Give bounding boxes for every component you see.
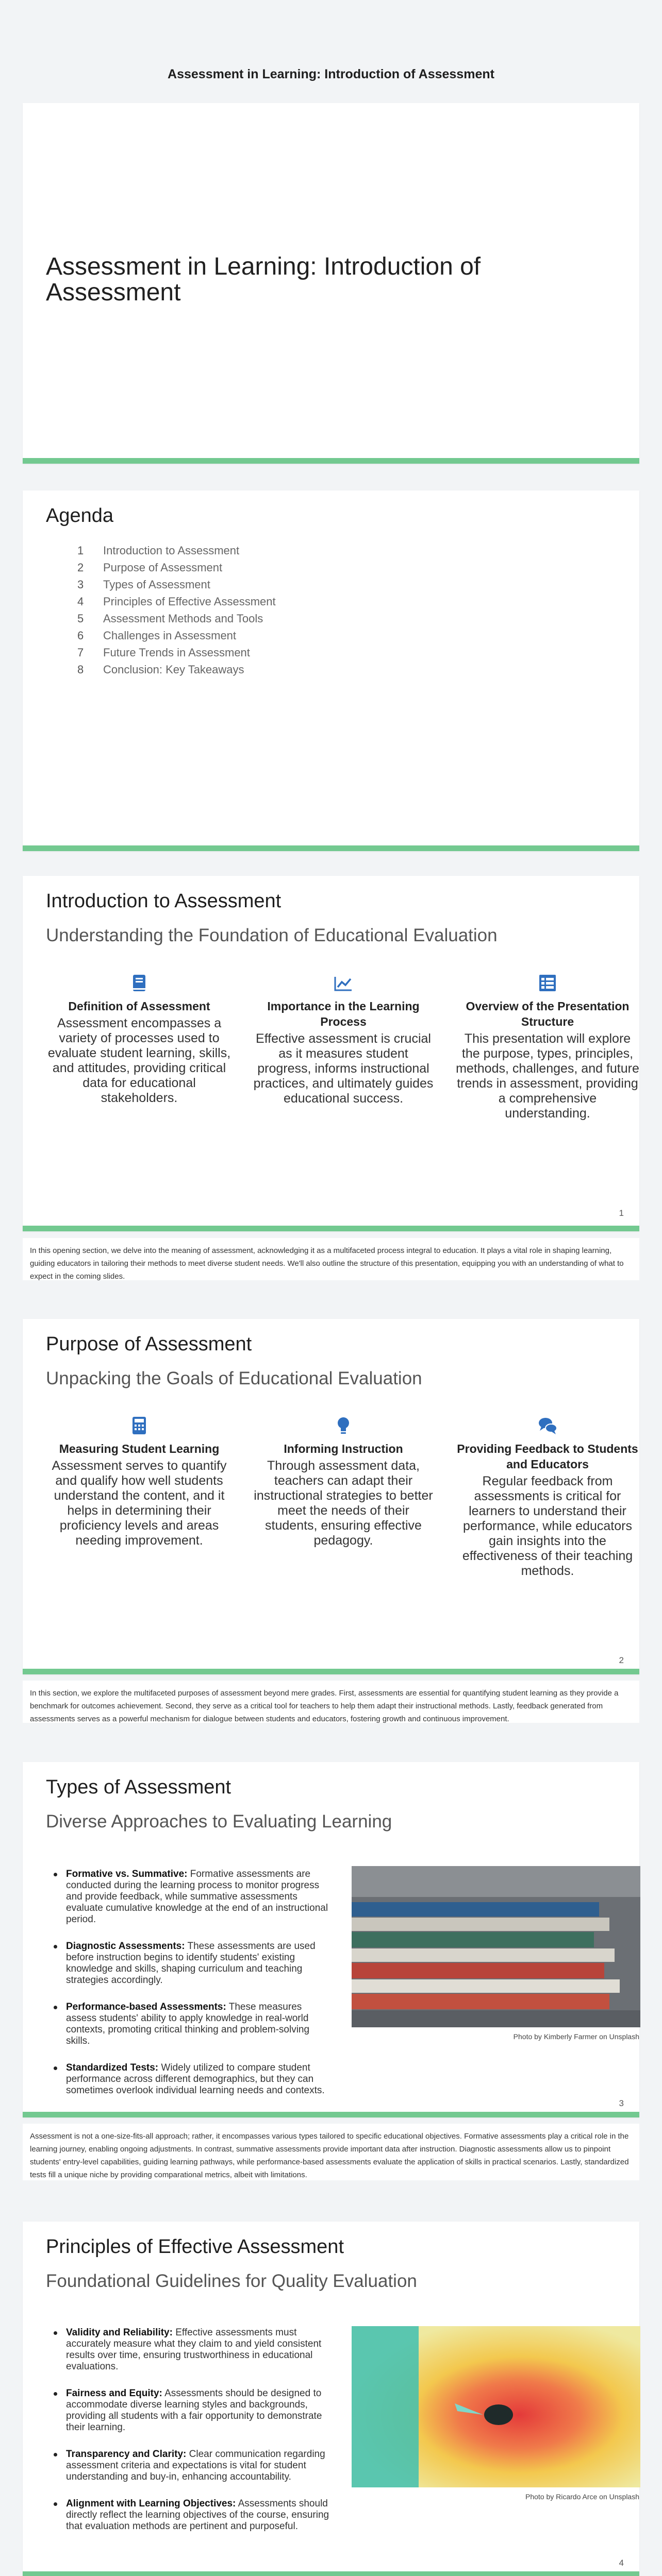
- accent-bar: [23, 2112, 639, 2117]
- lightbulb-icon: [333, 1415, 354, 1436]
- photo-caption: Photo by Ricardo Arce on Unsplash: [525, 2493, 639, 2501]
- bullet-item: Alignment with Learning Objectives: Assessments should directly reflect the learning objectives of the course, ensuring that evaluation methods are pertinent and purposeful.: [46, 2498, 330, 2532]
- bullet-list: [46, 1869, 330, 2112]
- bullet-item: Validity and Reliability: Effective assessments must accurately measure what they claim to and yield consistent results over time, ensuring trustworthiness in educational evaluations.: [46, 2327, 330, 2372]
- dart-target-photo: [352, 2326, 640, 2487]
- page-number: 2: [619, 1655, 624, 1665]
- column-text: Effective assessment is crucial as it measures student progress, informs instructional practices, and ultimately guides educational success.: [253, 1031, 434, 1106]
- info-column: [455, 1415, 640, 1579]
- column-title: Providing Feedback to Students and Educators: [457, 1442, 638, 1471]
- line-chart-icon: [333, 973, 354, 993]
- info-column: [455, 973, 640, 1121]
- speaker-notes: Assessment is not a one-size-fits-all approach; rather, it encompasses various types tailored to specific educational objectives. Formative assessments play a critical role in the learning journey, enabling ongoing adjustments. In contrast, summative assessments provide important data after instruction. Diagnostic assessments allow us to pinpoint students' entry-level capabilities, guiding learning pathways, while performance-based assessments evaluate the application of skills in practical scenarios. Lastly, standardized tests fill a unique niche by providing comparational metrics, albeit with limitations.: [23, 2124, 639, 2180]
- chat-bubbles-icon: [537, 1415, 558, 1436]
- column-text: Regular feedback from assessments is critical for learners to understand their performance, while educators gain insights into the effectiveness of their teaching methods.: [462, 1474, 633, 1578]
- agenda-item: 6 Challenges in Assessment: [77, 629, 237, 642]
- agenda-item: 1 Introduction to Assessment: [77, 544, 240, 557]
- agenda-item: 8 Conclusion: Key Takeaways: [77, 663, 244, 676]
- column-title: Informing Instruction: [284, 1442, 403, 1455]
- info-column: [46, 973, 232, 1106]
- slide-title: Agenda: [46, 505, 114, 527]
- books-photo: [352, 1866, 640, 2027]
- page-title: Assessment in Learning: Introduction of Assessment: [168, 67, 494, 81]
- speaker-notes: In this opening section, we delve into the meaning of assessment, acknowledging it as a multifaceted process integral to education. It plays a vital role in shaping learning, guiding educators in tailoring their methods to meet diverse student needs. We'll also outline the structure of this presentation, equipping you with an understanding of what to expect in the coming slides.: [23, 1238, 639, 1280]
- column-title: Importance in the Learning Process: [267, 999, 420, 1028]
- bullet-item: Transparency and Clarity: Clear communication regarding assessment criteria and expectations is vital for student understanding and buy-in, enhancing accountability.: [46, 2449, 330, 2483]
- bullet-item: Fairness and Equity: Assessments should be designed to accommodate diverse learning styles and backgrounds, providing all students with a fair opportunity to demonstrate their learning.: [46, 2388, 330, 2433]
- slide-subtitle: Diverse Approaches to Evaluating Learning: [46, 1811, 392, 1832]
- title-slide: [23, 103, 639, 464]
- calculator-icon: [129, 1415, 150, 1436]
- photo-caption: Photo by Kimberly Farmer on Unsplash: [513, 2032, 639, 2041]
- page-number: 1: [619, 1208, 624, 1218]
- agenda-item: 7 Future Trends in Assessment: [77, 646, 250, 659]
- info-column: [46, 1415, 232, 1548]
- column-text: Assessment encompasses a variety of processes used to evaluate student learning, skills, and attitudes, providing critical data for educational stakeholders.: [47, 1016, 231, 1105]
- agenda-item: 2 Purpose of Assessment: [77, 561, 223, 574]
- accent-bar: [23, 845, 639, 851]
- column-title: Overview of the Presentation Structure: [466, 999, 630, 1028]
- book-icon: [129, 973, 150, 993]
- column-text: Assessment serves to quantify and qualify how well students understand the content, and it helps in determining their proficiency levels and areas needing improvement.: [52, 1459, 227, 1548]
- bullet-item: Formative vs. Summative: Formative assessments are conducted during the learning process to monitor progress and provide feedback, while summative assessments evaluate cumulative knowledge at the end of an instructional period.: [46, 1869, 330, 1925]
- slide-subtitle: Unpacking the Goals of Educational Evaluation: [46, 1368, 422, 1388]
- agenda-item: 5 Assessment Methods and Tools: [77, 612, 263, 625]
- accent-bar: [23, 458, 639, 464]
- page-number: 3: [619, 2098, 624, 2108]
- bullet-item: Diagnostic Assessments: These assessments are used before instruction begins to identify students' existing knowledge and skills, shaping curriculum and teaching strategies accordingly.: [46, 1941, 330, 1986]
- bullet-list: [46, 2327, 330, 2548]
- bullet-item: Standardized Tests: Widely utilized to compare student performance across different demographics, but they can sometimes overlook individual learning needs and contexts.: [46, 2062, 330, 2096]
- column-title: Measuring Student Learning: [59, 1442, 220, 1455]
- accent-bar: [23, 2571, 639, 2576]
- accent-bar: [23, 1226, 639, 1231]
- bullet-item: Performance-based Assessments: These measures assess students' ability to apply knowledge in real-world contexts, promoting critical thinking and problem-solving skills.: [46, 2002, 330, 2047]
- slide-title: Assessment in Learning: Introduction of Assessment: [46, 253, 481, 307]
- info-column: [251, 1415, 436, 1548]
- column-text: Through assessment data, teachers can adapt their instructional strategies to better meet the needs of their students, ensuring effective pedagogy.: [254, 1459, 433, 1548]
- column-title: Definition of Assessment: [68, 999, 210, 1013]
- page-number: 4: [619, 2558, 624, 2568]
- column-text: This presentation will explore the purpose, types, principles, methods, challenges, and future trends in assessment, providing a comprehensive understanding.: [456, 1031, 639, 1121]
- slide-title: Introduction to Assessment: [46, 890, 282, 912]
- agenda-item: 3 Types of Assessment: [77, 578, 210, 591]
- slide-subtitle: Understanding the Foundation of Educational Evaluation: [46, 925, 498, 945]
- list-icon: [537, 973, 558, 993]
- slide-title: Types of Assessment: [46, 1776, 231, 1798]
- info-column: [251, 973, 436, 1106]
- slide-title: Principles of Effective Assessment: [46, 2236, 344, 2258]
- slide-title: Purpose of Assessment: [46, 1333, 252, 1355]
- agenda-item: 4 Principles of Effective Assessment: [77, 595, 276, 608]
- speaker-notes: In this section, we explore the multifaceted purposes of assessment beyond mere grades. First, assessments are essential for quantifying student learning as they provide a benchmark for outcomes achievement. Second, they serve as a critical tool for teachers to help them adapt their instructional methods. Lastly, feedback generated from assessments serves as a powerful mechanism for dialogue between students and educators, fostering growth and continuous improvement.: [23, 1681, 639, 1723]
- accent-bar: [23, 1669, 639, 1674]
- agenda-list: [77, 542, 276, 678]
- slide-subtitle: Foundational Guidelines for Quality Evaluation: [46, 2271, 417, 2291]
